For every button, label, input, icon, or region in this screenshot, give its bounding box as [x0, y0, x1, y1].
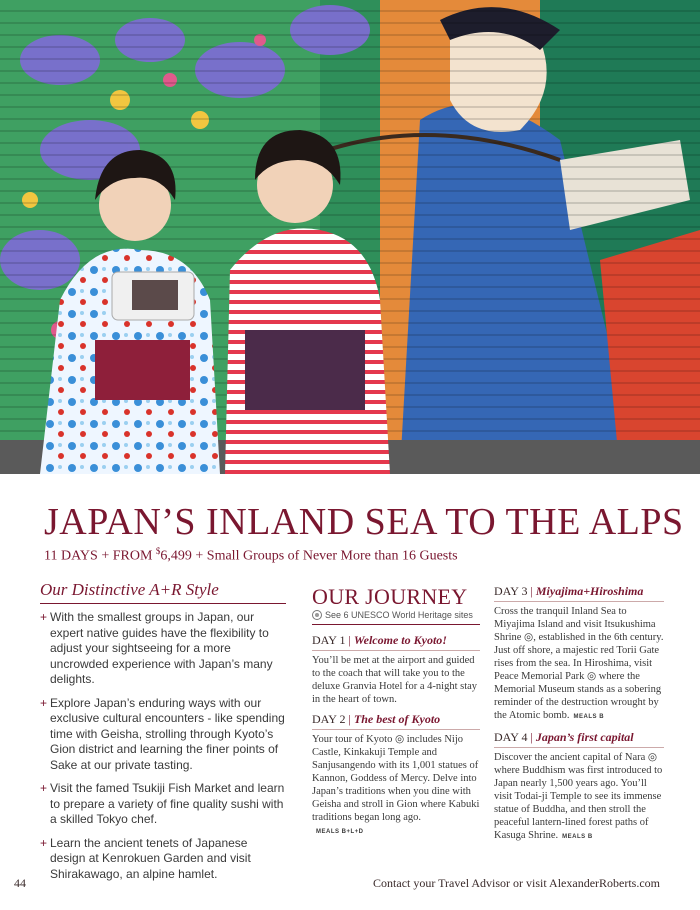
day-header	[312, 633, 480, 651]
style-list	[40, 610, 286, 882]
price-value: 6,499	[160, 548, 192, 564]
day-text: Cross the tranquil Inland Sea to Miyajima Island and visit Itsukushima Shrine ◎, established in the 6th century. Just off shore, a majestic red Torii Gate rises from the sea. In Hiroshima, visit Peace Memorial Park ◎ where the Memorial Museum stands as a sobering reminder of the destruction wrought by the Atomic bomb.	[494, 606, 664, 721]
day-entry	[312, 633, 480, 706]
day-title: The best of Kyoto	[353, 712, 441, 726]
day-text: Your tour of Kyoto ◎ includes Nijo Castle, Kinkakuji Temple and Sanjusangendo with its 1,001 statues of Kannon, Goddess of Mercy. Delve into Japan’s traditions when you dine with Geisha and stroll in Gion where Kabuki traditions began long ago.	[312, 734, 480, 823]
subtitle-duration: 11 DAYS + FROM	[44, 548, 156, 564]
day-text: Discover the ancient capital of Nara ◎ where Buddhism was first introduced to Japan nearly 1,500 years ago. You’ll visit Todai-ji Temple to see its immense statue of Buddha, and then stroll the peaceful lantern-lined forest paths of Kasuga Shrine.	[494, 752, 663, 841]
price-currency: $	[155, 546, 161, 556]
day-description	[312, 733, 480, 839]
day-label: DAY 4	[494, 730, 528, 744]
day-header	[312, 712, 480, 730]
day-entry	[312, 712, 480, 839]
trip-subtitle	[44, 546, 458, 565]
style-section	[40, 580, 286, 890]
meals-badge: MEALS B	[562, 834, 593, 840]
list-item	[40, 836, 286, 883]
bullet-text: Visit the famed Tsukiji Fish Market and learn to prepare a variety of fine quality sushi with a skilled Tokyo chef.	[50, 781, 285, 826]
day-label: DAY 3	[494, 584, 528, 598]
list-item	[40, 696, 286, 774]
unesco-text: See 6 UNESCO World Heritage sites	[325, 610, 473, 620]
day-entry	[494, 730, 664, 844]
day-title: Welcome to Kyoto!	[353, 633, 447, 647]
plus-icon: +	[40, 835, 48, 850]
day-header	[494, 584, 664, 602]
meals-badge: MEALS B+L+D	[316, 829, 364, 835]
day-separator: |	[348, 633, 351, 647]
day-title: Miyajima+Hiroshima	[535, 584, 644, 598]
bullet-text: Explore Japan’s enduring ways with our exclusive cultural encounters - like spending time with Geisha, strolling through Kyoto’s Gion district and learning the finer points of Sake at our private tasting.	[50, 695, 285, 772]
plus-icon: +	[40, 610, 48, 624]
unesco-note	[312, 610, 480, 625]
journey-heading: OUR JOURNEY	[312, 584, 468, 609]
meals-badge: MEALS B	[573, 714, 605, 720]
day-description	[494, 605, 664, 724]
journey-column-1	[312, 584, 480, 845]
day-text: You’ll be met at the airport and guided to the coach that will take you to the deluxe Granvia Hotel for a 4-night stay in the heart of town.	[312, 655, 478, 705]
day-description	[312, 654, 480, 706]
unesco-icon	[312, 610, 322, 620]
day-label: DAY 1	[312, 633, 346, 647]
style-heading: Our Distinctive A+R Style	[40, 580, 286, 604]
list-item	[40, 610, 286, 688]
plus-icon: +	[40, 695, 48, 710]
bullet-text: With the smallest groups in Japan, our expert native guides have the flexibility to adjust your sightseeing for a more uncrowded experience with Japan’s many delights.	[50, 610, 273, 686]
day-header	[494, 730, 664, 748]
day-label: DAY 2	[312, 712, 346, 726]
page-number: 44	[14, 876, 26, 890]
day-separator: |	[348, 712, 351, 726]
day-entry	[494, 584, 664, 724]
bullet-text: Learn the ancient tenets of Japanese design at Kenrokuen Garden and visit Shirakawago, an alpine hamlet.	[50, 835, 251, 881]
day-title: Japan’s first capital	[535, 730, 634, 744]
journey-column-2	[494, 584, 664, 850]
footer-contact: Contact your Travel Advisor or visit AlexanderRoberts.com	[373, 876, 660, 890]
day-separator: |	[530, 584, 533, 598]
day-description	[494, 751, 664, 844]
subtitle-group-size: + Small Groups of Never More than 16 Guests	[191, 548, 458, 564]
page-title: JAPAN’S INLAND SEA TO THE ALPS	[44, 501, 684, 543]
day-separator: |	[530, 730, 533, 744]
plus-icon: +	[40, 781, 48, 795]
list-item	[40, 781, 286, 828]
